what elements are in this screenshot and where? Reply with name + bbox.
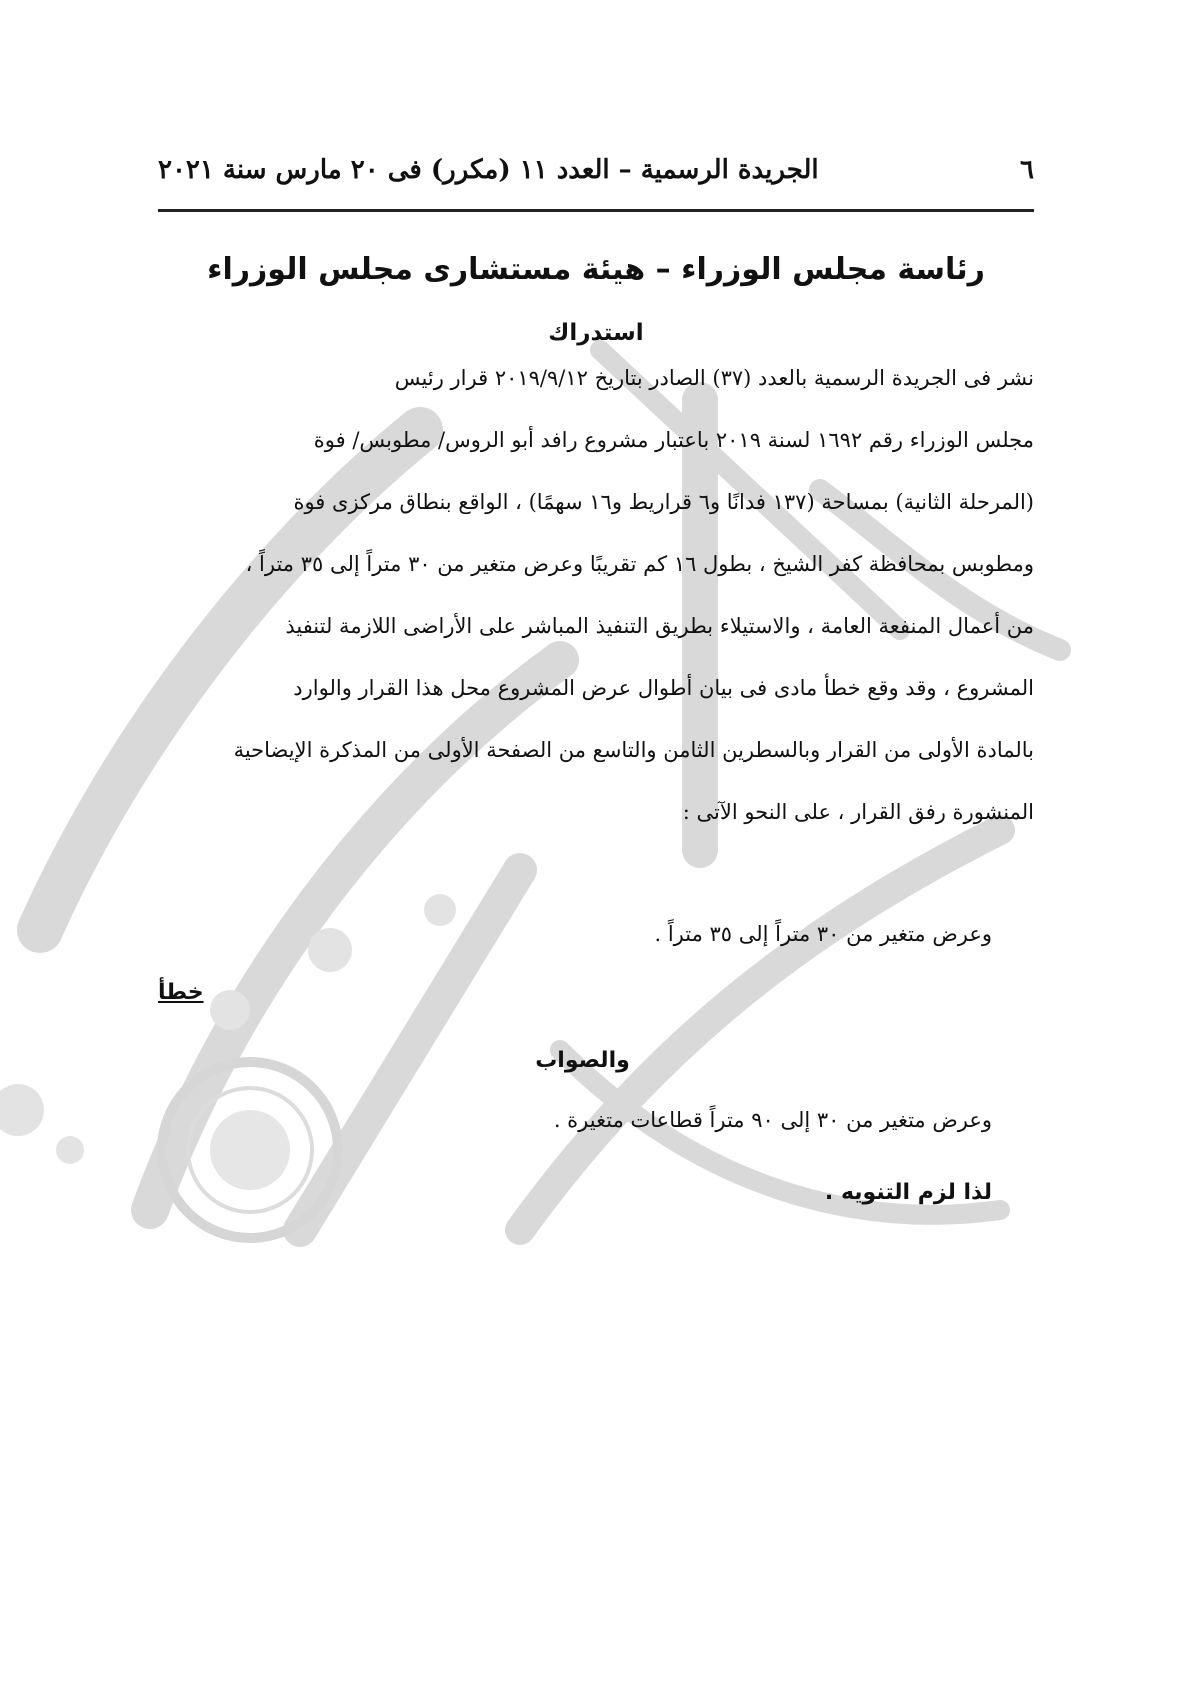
closing-note: لذا لزم التنويه .	[824, 1180, 992, 1205]
section-title: استدراك	[548, 320, 644, 346]
document-title: رئاسة مجلس الوزراء – هيئة مستشارى مجلس الوزراء	[207, 252, 985, 287]
body-line: (المرحلة الثانية) بمساحة (١٣٧ فدانًا و٦ قراريط و١٦ سهمًا) ، الواقع بنطاق مركزى فوة	[293, 490, 1034, 514]
body-line: نشر فى الجريدة الرسمية بالعدد (٣٧) الصادر بتاريخ ٢٠١٩/٩/١٢ قرار رئيس	[394, 366, 1034, 390]
running-header	[158, 148, 1034, 192]
error-label: خطأ	[158, 980, 204, 1005]
correct-label: والصواب	[535, 1048, 630, 1073]
body-line: بالمادة الأولى من القرار وبالسطرين الثامن والتاسع من الصفحة الأولى من المذكرة الإيضاحية	[233, 738, 1034, 762]
gazette-issue-line: الجريدة الرسمية – العدد ١١ (مكرر) فى ٢٠ مارس سنة ٢٠٢١	[158, 155, 819, 185]
body-line: من أعمال المنفعة العامة ، والاستيلاء بطريق التنفيذ المباشر على الأراضى اللازمة لتنفيذ	[285, 614, 1034, 638]
header-divider	[158, 209, 1034, 212]
error-text: وعرض متغير من ٣٠ متراً إلى ٣٥ متراً .	[654, 922, 992, 946]
body-line: مجلس الوزراء رقم ١٦٩٢ لسنة ٢٠١٩ باعتبار مشروع رافد أبو الروس/ مطوبس/ فوة	[313, 428, 1034, 452]
correction-body	[158, 366, 1034, 826]
page-number: ٦	[1020, 155, 1034, 185]
correct-statement	[158, 1108, 1034, 1142]
body-line: المشروع ، وقد وقع خطأ مادى فى بيان أطوال عرض المشروع محل هذا القرار والوارد	[293, 676, 1034, 700]
body-line: المنشورة رفق القرار ، على النحو الآتى :	[682, 800, 1034, 824]
correct-text: وعرض متغير من ٣٠ إلى ٩٠ متراً قطاعات متغيرة .	[553, 1108, 992, 1132]
error-statement	[158, 922, 1034, 956]
body-line: ومطوبس بمحافظة كفر الشيخ ، بطول ١٦ كم تقريبًا وعرض متغير من ٣٠ متراً إلى ٣٥ متراً ،	[245, 552, 1034, 576]
